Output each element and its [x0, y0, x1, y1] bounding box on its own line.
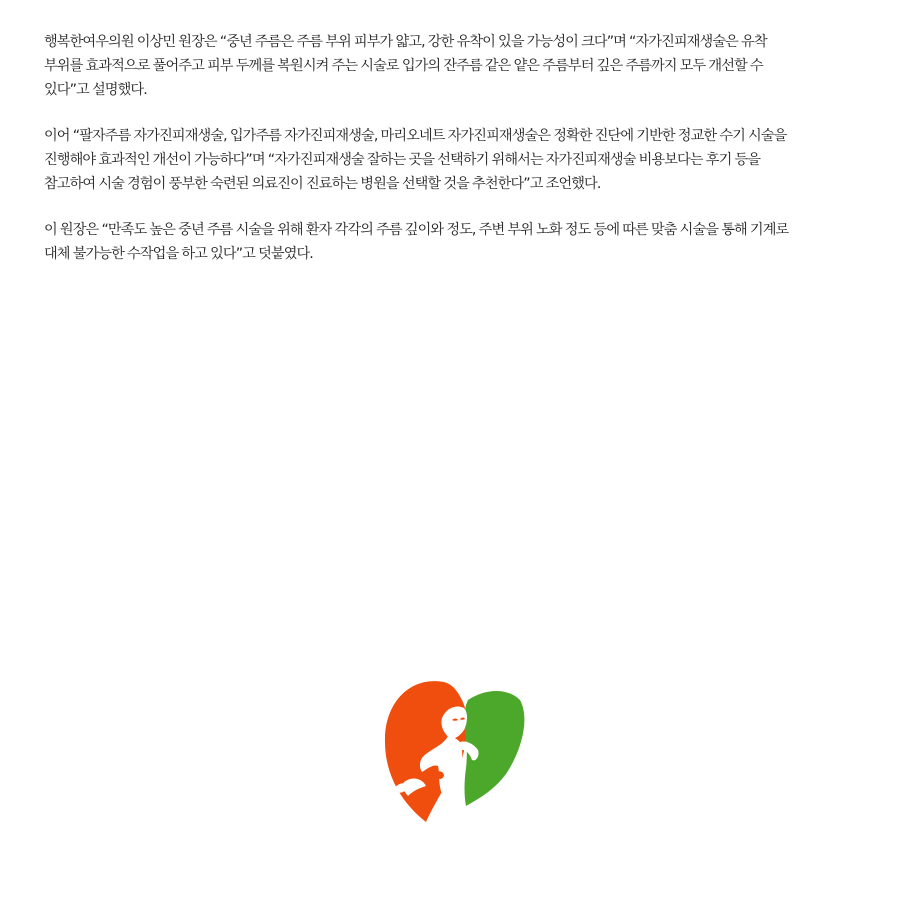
paragraph-line: 있다”고 설명했다. — [44, 82, 147, 98]
paragraph-line: 참고하여 시술 경험이 풍부한 숙련된 의료진이 진료하는 병원을 선택할 것을 추천한다”고 조언했다. — [44, 176, 601, 192]
paragraph-line: 행복한여우의원 이상민 원장은 “중년 주름은 주름 부위 피부가 얇고, 강한 유착이 있을 가능성이 크다”며 “자가진피재생술은 유착 — [44, 34, 767, 50]
paragraph-2 — [44, 124, 860, 196]
paragraph-line: 진행해야 효과적인 개선이 가능하다”며 “자가진피재생술 잘하는 곳을 선택하기 위해서는 자가진피재생술 비용보다는 후기 등을 — [44, 152, 761, 168]
paragraph-3 — [44, 218, 860, 266]
paragraph-line: 이어 “팔자주름 자가진피재생술, 입가주름 자가진피재생술, 마리오네트 자가진피재생술은 정확한 진단에 기반한 정교한 수기 시술을 — [44, 128, 787, 144]
paragraph-line: 부위를 효과적으로 풀어주고 피부 두께를 복원시켜 주는 시술로 입가의 잔주름 같은 얕은 주름부터 깊은 주름까지 모두 개선할 수 — [44, 58, 763, 74]
paragraph-line: 대체 불가능한 수작업을 하고 있다”고 덧붙였다. — [44, 246, 313, 262]
fox-heart-logo — [382, 678, 526, 824]
paragraph-1 — [44, 30, 860, 102]
article-body — [44, 30, 860, 288]
paragraph-line: 이 원장은 “만족도 높은 중년 주름 시술을 위해 환자 각각의 주름 깊이와 정도, 주변 부위 노화 정도 등에 따른 맞춤 시술을 통해 기계로 — [44, 222, 789, 238]
